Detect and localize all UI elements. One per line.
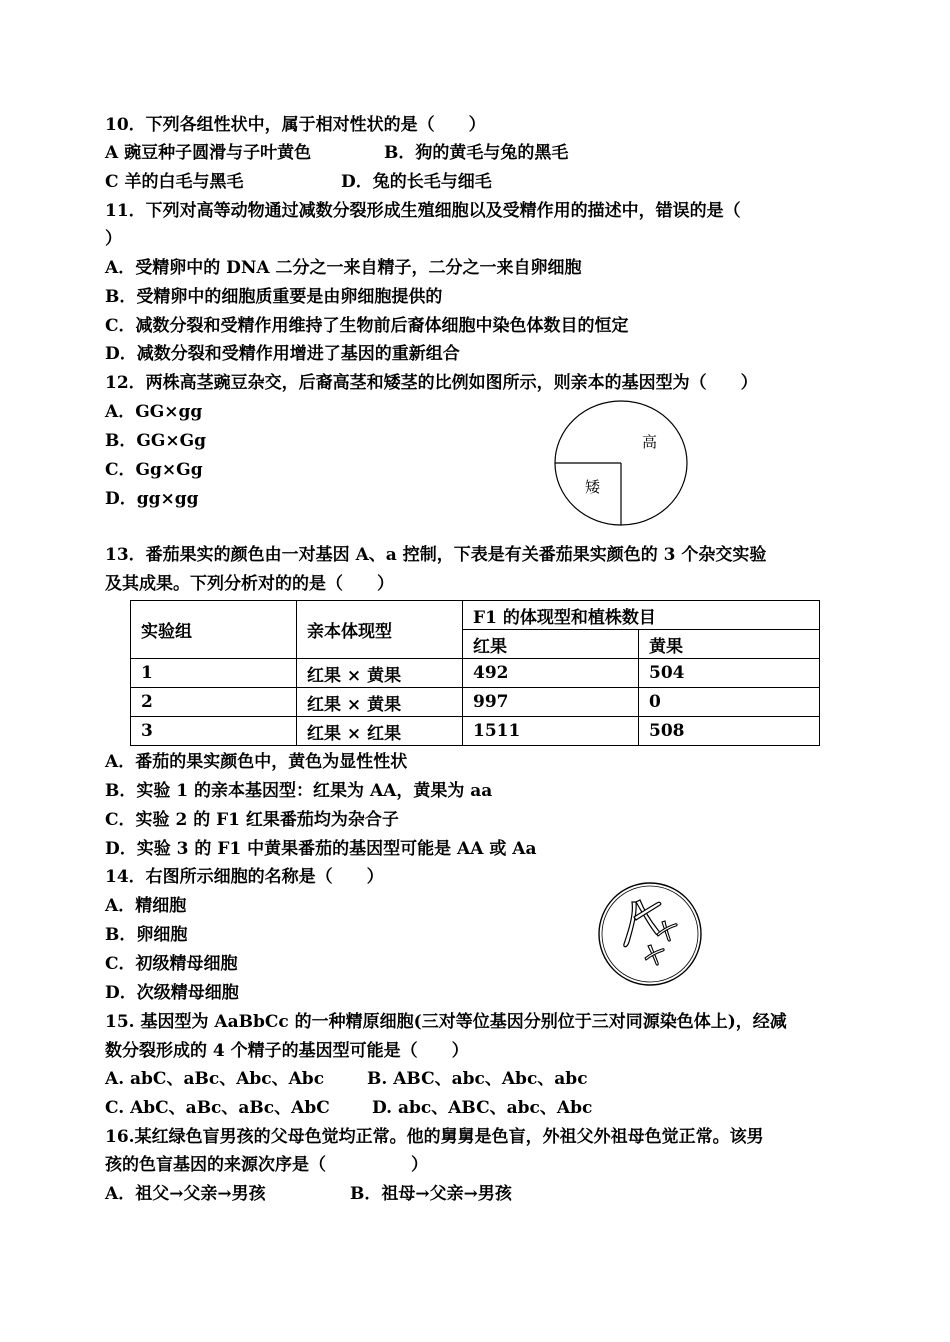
q12-option-d: D．gg×gg [105, 489, 199, 509]
q10-option-d: D．兔的长毛与细毛 [341, 172, 492, 192]
cell-membrane-outer [599, 883, 701, 985]
q15-option-b: B. ABC、abc、Abc、abc [367, 1069, 588, 1089]
q16-stem-line1: 16.某红绿色盲男孩的父母色觉均正常。他的舅舅是色盲，外祖父外祖母色觉正常。该男 [105, 1127, 764, 1147]
q13-option-d: D．实验 3 的 F1 中黄果番茄的基因型可能是 AA 或 Aa [105, 839, 537, 859]
q16-option-b: B．祖母→父亲→男孩 [350, 1184, 512, 1204]
q11-option-a: A．受精卵中的 DNA 二分之一来自精子，二分之一来自卵细胞 [105, 258, 582, 278]
q14-option-a: A．精细胞 [105, 896, 187, 916]
q10-option-a: A 豌豆种子圆滑与子叶黄色 [105, 143, 312, 163]
q11-option-d: D．减数分裂和受精作用增进了基因的重新组合 [105, 344, 460, 364]
q12-option-a: A．GG×gg [105, 402, 203, 422]
table-row [131, 659, 820, 688]
th-red: 红果 [463, 630, 639, 659]
cell-group: 3 [131, 717, 297, 746]
q15-option-d: D. abc、ABC、abc、Abc [372, 1098, 593, 1118]
q13-stem-line1: 13．番茄果实的颜色由一对基因 A、a 控制，下表是有关番茄果实颜色的 3 个杂交实验 [105, 545, 767, 565]
q14-stem: 14．右图所示细胞的名称是（ ） [105, 867, 384, 887]
q15-option-c: C. AbC、aBc、aBc、AbC [105, 1098, 330, 1118]
pie-label-short: 矮 [585, 478, 601, 496]
q14-cell-figure [596, 880, 704, 988]
cell-red: 1511 [463, 717, 639, 746]
q13-option-a: A．番茄的果实颜色中，黄色为显性性状 [105, 752, 408, 772]
q15-stem-line1: 15. 基因型为 AaBbCc 的一种精原细胞(三对等位基因分别位于三对同源染色体上)，经减 [105, 1012, 787, 1032]
q12-option-c: C．Gg×Gg [105, 460, 203, 480]
q13-results-table [130, 600, 820, 746]
q13-stem-line2: 及其成果。下列分析对的的是（ ） [105, 574, 394, 594]
q13-option-c: C．实验 2 的 F1 红果番茄均为杂合子 [105, 810, 399, 830]
q14-option-d: D．次级精母细胞 [105, 983, 239, 1003]
q15-stem-line2: 数分裂形成的 4 个精子的基因型可能是（ ） [105, 1041, 469, 1061]
cell-parent: 红果 × 红果 [297, 717, 463, 746]
cell-group: 1 [131, 659, 297, 688]
q11-option-b: B．受精卵中的细胞质重要是由卵细胞提供的 [105, 287, 443, 307]
q11-option-c: C．减数分裂和受精作用维持了生物前后裔体细胞中染色体数目的恒定 [105, 316, 629, 336]
q14-option-b: B．卵细胞 [105, 925, 188, 945]
chromosome-small-lower [645, 945, 664, 965]
cell-parent: 红果 × 黄果 [297, 688, 463, 717]
q12-pie-figure [553, 400, 689, 528]
q10-stem: 10．下列各组性状中，属于相对性状的是（ ） [105, 115, 486, 135]
chromosome-small-upper [657, 921, 677, 941]
q14-option-c: C．初级精母细胞 [105, 954, 238, 974]
pie-label-tall: 高 [642, 433, 658, 451]
cell-yellow: 0 [639, 688, 820, 717]
cell-red: 997 [463, 688, 639, 717]
q11-stem-line2: ） [105, 229, 122, 249]
chromosome-large [624, 900, 661, 947]
cell-membrane-inner [602, 886, 698, 982]
cell-yellow: 508 [639, 717, 820, 746]
q12-stem: 12．两株高茎豌豆杂交，后裔高茎和矮茎的比例如图所示，则亲本的基因型为（ ） [105, 373, 758, 393]
cell-red: 492 [463, 659, 639, 688]
th-yellow: 黄果 [639, 630, 820, 659]
table-row [131, 717, 820, 746]
cell-group: 2 [131, 688, 297, 717]
th-f1: F1 的体现型和植株数目 [463, 601, 820, 630]
q12-option-b: B．GG×Gg [105, 431, 207, 451]
q10-option-c: C 羊的白毛与黑毛 [105, 172, 244, 192]
q16-stem-line2: 孩的色盲基因的来源次序是（ ） [105, 1155, 428, 1175]
q13-option-b: B．实验 1 的亲本基因型：红果为 AA，黄果为 aa [105, 781, 493, 801]
q10-option-b: B．狗的黄毛与兔的黑毛 [384, 143, 569, 163]
table-row [131, 688, 820, 717]
th-parent: 亲本体现型 [297, 601, 463, 659]
th-group: 实验组 [131, 601, 297, 659]
cell-yellow: 504 [639, 659, 820, 688]
q16-option-a: A．祖父→父亲→男孩 [105, 1184, 266, 1204]
q15-option-a: A. abC、aBc、Abc、Abc [105, 1069, 325, 1089]
cell-parent: 红果 × 黄果 [297, 659, 463, 688]
q11-stem-line1: 11．下列对高等动物通过减数分裂形成生殖细胞以及受精作用的描述中，错误的是（ [105, 201, 741, 221]
